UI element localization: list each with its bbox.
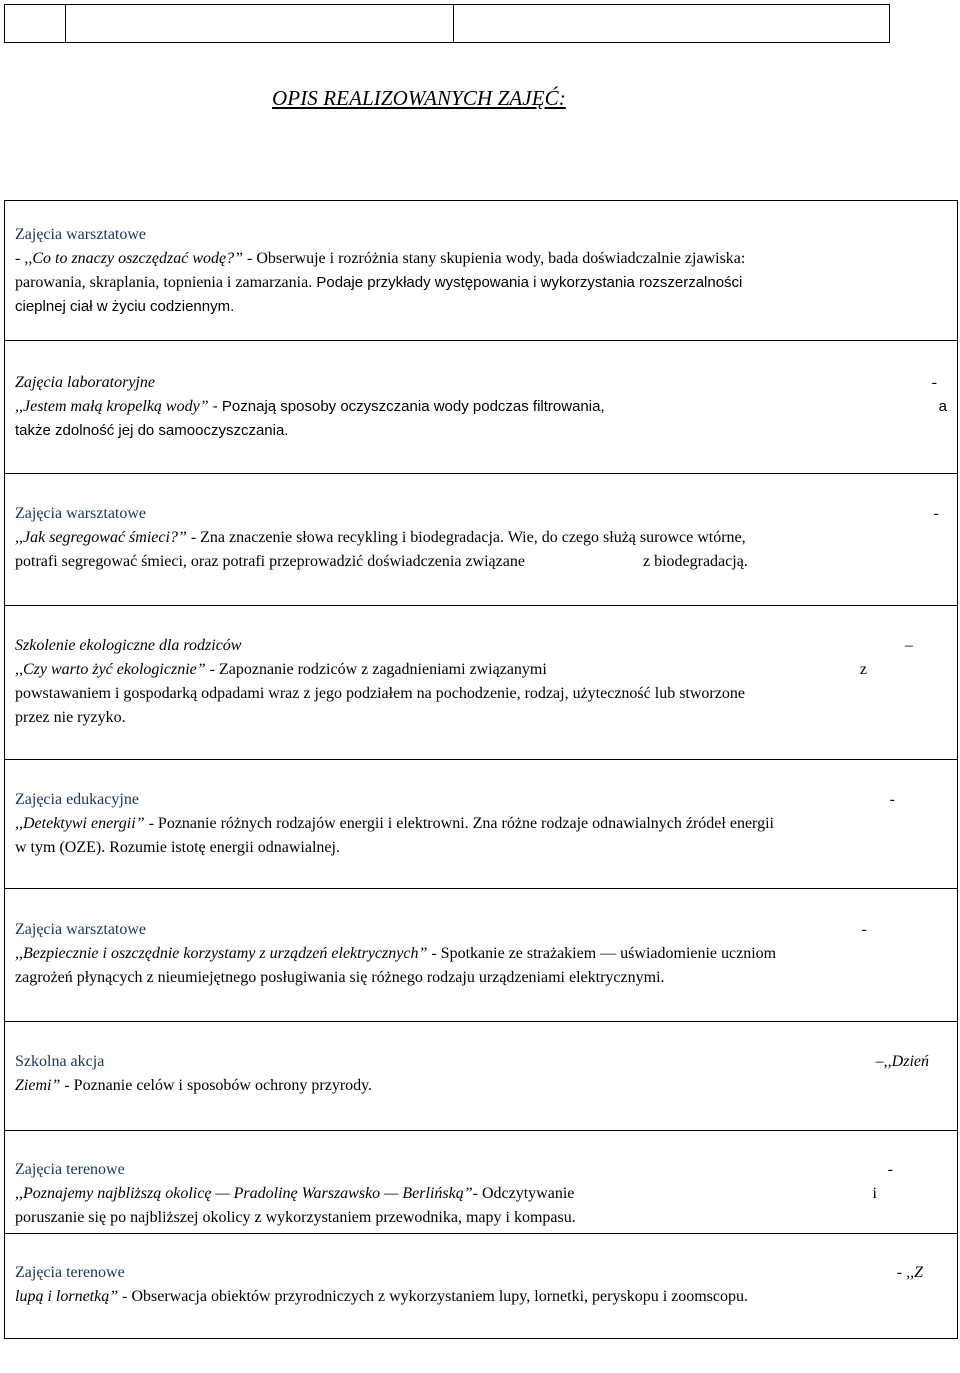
activity-header: Szkolna akcja –,,Dzień — [15, 1050, 947, 1074]
activity-line: Ziemi” - Poznanie celów i sposobów ochrony przyrody. — [15, 1077, 373, 1094]
activity-type: Zajęcia edukacyjne — [15, 791, 139, 808]
header-cell-3 — [454, 5, 889, 42]
activity-name: ,,Jestem małą kropelką wody” — [15, 398, 209, 415]
activity-line: ,,Jestem małą kropelką wody” - Poznają sposoby oczyszczania wody podczas filtrowania, a — [15, 398, 947, 415]
activity-section-8 — [4, 1130, 958, 1234]
activity-type: Zajęcia warsztatowe — [15, 921, 147, 938]
activity-type: Zajęcia warsztatowe — [15, 505, 147, 522]
header-cell-2 — [66, 5, 454, 42]
activity-line: ,,Detektywi energii” - Poznanie różnych rodzajów energii i elektrowni. Zna różne rodzaje odnawialnych źródeł energii — [15, 815, 774, 832]
activity-type: Zajęcia warsztatowe — [15, 226, 147, 243]
activity-line: przez nie ryzyko. — [15, 709, 126, 726]
activity-header: Szkolenie ekologiczne dla rodziców – — [15, 634, 947, 658]
activity-line: powstawaniem i gospodarką odpadami wraz z jego podziałem na pochodzenie, rodzaj, użyteczność lub stworzone — [15, 685, 745, 702]
activity-type: Zajęcia terenowe — [15, 1264, 125, 1281]
activity-header: Zajęcia terenowe - ,,Z — [15, 1261, 947, 1285]
activity-name: Co to znaczy oszczędzać wodę?” — [32, 250, 243, 267]
page-title: OPIS REALIZOWANYCH ZAJĘĆ: — [272, 86, 566, 110]
activity-section-9 — [4, 1233, 958, 1339]
activity-header: Zajęcia edukacyjne - — [15, 788, 947, 812]
activity-section-4 — [4, 605, 958, 760]
activity-line: potrafi segregować śmieci, oraz potrafi przeprowadzić doświadczenia związane z biodegradacją. — [15, 553, 748, 570]
activity-section-3 — [4, 473, 958, 606]
activity-section-6 — [4, 888, 958, 1022]
activity-type: Zajęcia laboratoryjne — [15, 374, 155, 391]
activity-line: zagrożeń płynących z nieumiejętnego posługiwania się różnego rodzaju urządzeniami elektrycznymi. — [15, 969, 665, 986]
activity-line: ,,Poznajemy najbliższą okolicę — Pradolinę Warszawsko — Berlińską”- Odczytywanie i — [15, 1185, 877, 1202]
activity-header: Zajęcia warsztatowe - — [15, 918, 947, 942]
activity-type: Zajęcia terenowe — [15, 1161, 125, 1178]
activity-section-5 — [4, 759, 958, 889]
activity-section-1 — [4, 200, 958, 341]
activity-name: ,,Czy warto żyć ekologicznie” — [15, 661, 206, 678]
activity-line: lupą i lornetką” - Obserwacja obiektów przyrodniczych z wykorzystaniem lupy, lornetki, peryskopu i zoomscopu. — [15, 1288, 749, 1305]
header-cell-1 — [5, 5, 66, 42]
activity-header: Zajęcia warsztatowe - — [15, 502, 947, 526]
activity-name: Ziemi” — [15, 1077, 61, 1094]
activity-line: parowania, skraplania, topnienia i zamarzania. Podaje przykłady występowania i wykorzystania rozszerzalności — [15, 274, 743, 291]
activity-header: Zajęcia terenowe - — [15, 1158, 947, 1182]
activity-line: ,,Bezpiecznie i oszczędnie korzystamy z urządzeń elektrycznych” - Spotkanie ze strażakiem — uświadomienie uczniom — [15, 945, 777, 962]
activity-name: lupą i lornetką” — [15, 1288, 119, 1305]
header-table — [4, 4, 890, 43]
activity-line: ,,Czy warto żyć ekologicznie” - Zapoznanie rodziców z zagadnieniami związanymi z — [15, 661, 867, 678]
activity-name: ,,Poznajemy najbliższą okolicę — Pradolinę Warszawsko — Berlińską” — [15, 1185, 473, 1202]
activity-name: ,,Jak segregować śmieci?” — [15, 529, 187, 546]
activity-line: także zdolność jej do samooczyszczania. — [15, 422, 289, 439]
activity-name: ,,Detektywi energii” — [15, 815, 145, 832]
activity-type: Szkolna akcja — [15, 1053, 105, 1070]
activity-name: ,,Bezpiecznie i oszczędnie korzystamy z urządzeń elektrycznych” — [15, 945, 428, 962]
activity-line: - ,,Co to znaczy oszczędzać wodę?” - Obserwuje i rozróżnia stany skupienia wody, bada doświadczalnie zjawiska: — [15, 250, 746, 267]
activity-line: poruszanie się po najbliższej okolicy z wykorzystaniem przewodnika, mapy i kompasu. — [15, 1209, 576, 1226]
activity-type: Szkolenie ekologiczne dla rodziców — [15, 637, 242, 654]
activity-section-2 — [4, 340, 958, 474]
activity-line: w tym (OZE). Rozumie istotę energii odnawialnej. — [15, 839, 340, 856]
activity-line: ,,Jak segregować śmieci?” - Zna znaczenie słowa recykling i biodegradacja. Wie, do czego służą surowce wtórne, — [15, 529, 746, 546]
activity-line: cieplnej ciał w życiu codziennym. — [15, 298, 235, 315]
activity-section-7 — [4, 1021, 958, 1131]
activity-header: Zajęcia laboratoryjne - — [15, 371, 947, 395]
